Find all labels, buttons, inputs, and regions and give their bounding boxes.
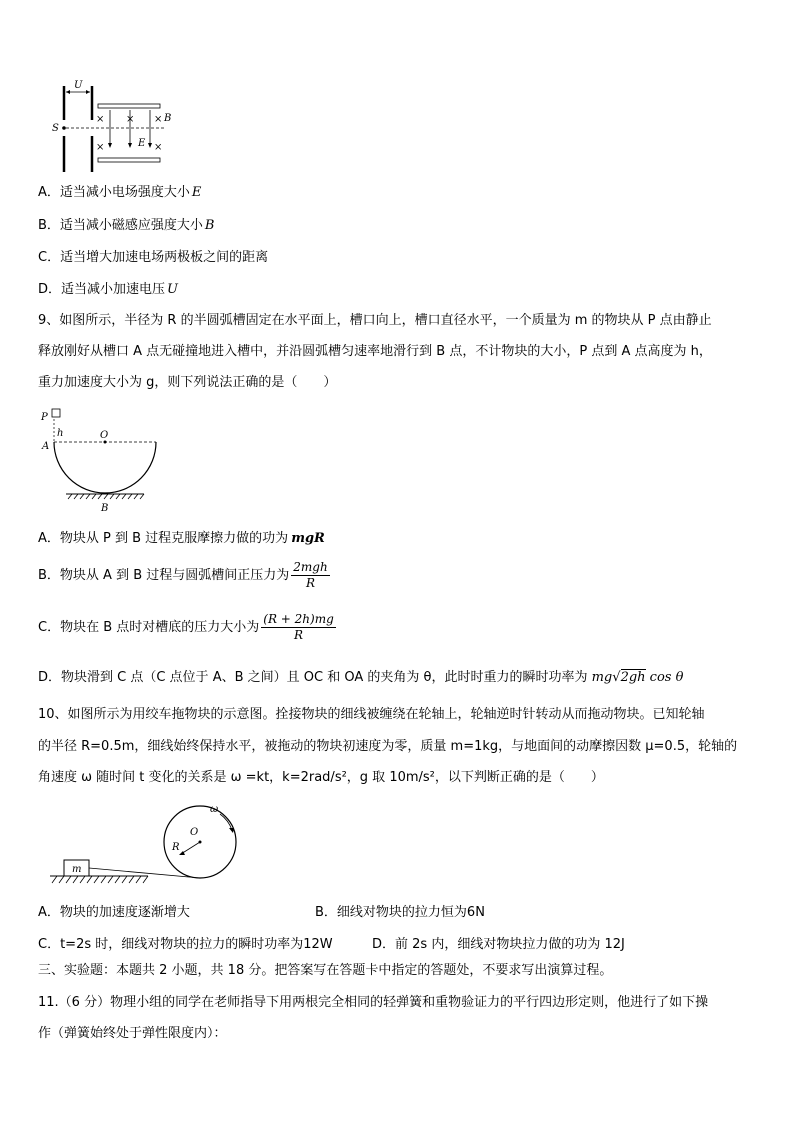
velocity-selector-figure — [50, 78, 180, 178]
semicircle-groove-figure — [38, 405, 168, 515]
q9-option-b: B．物块从 A 到 B 过程与圆弧槽间正压力为 $\frac{\text{2mgh}}{R}$ — [38, 560, 328, 590]
q10-stem-line2: 的半径 R=0.5m，细线始终保持水平，被拖动的物块初速度为零，质量 m=1kg，与地面间的动摩擦因数 μ=0.5，轮轴的 — [38, 739, 738, 754]
q10-option-b: B．细线对物块的拉力恒为6N — [315, 905, 485, 920]
label-B: B — [164, 113, 172, 124]
winch-figure — [38, 800, 258, 892]
q9-stem-line1: 9、如图所示，半径为 R 的半圆弧槽固定在水平面上，槽口向上，槽口直径水平，一个质量为 m 的物块从 P 点由静止 — [38, 313, 712, 328]
b-field-cross: × — [154, 142, 163, 153]
label-O: O — [100, 430, 109, 441]
q10-option-d: D．前 2s 内，细线对物块拉力做的功为 12J — [372, 937, 625, 952]
label-m: m — [72, 864, 82, 875]
label-R: R — [172, 842, 180, 853]
q9-option-a: A．物块从 P 到 B 过程克服摩擦力做的功为 mgR — [38, 531, 325, 546]
q8-option-d: D．适当减小加速电压 U — [38, 282, 178, 297]
q10-stem-line3: 角速度 ω 随时间 t 变化的关系是 ω =kt，k=2rad/s²，g 取 10m/s²，以下判断正确的是（ ） — [38, 770, 604, 785]
fraction: $\frac{\text{2mgh}}{R}$ — [293, 560, 328, 590]
q9-option-d: D．物块滑到 C 点（C 点位于 A、B 之间）且 OC 和 OA 的夹角为 θ，此时时重力的瞬时功率为 mg√2gh cos θ — [38, 670, 684, 685]
b-field-cross: × — [126, 114, 135, 125]
label-A: A — [42, 441, 50, 452]
label-U: U — [74, 80, 83, 91]
label-O: O — [190, 827, 199, 838]
label-B: B — [101, 503, 109, 514]
q8-option-b: B．适当减小磁感应强度大小 B — [38, 218, 215, 233]
label-h: h — [57, 428, 64, 439]
q9-stem-line2: 释放刚好从槽口 A 点无碰撞地进入槽中，并沿圆弧槽匀速率地滑行到 B 点，不计物块的大小，P 点到 A 点高度为 h， — [38, 344, 712, 359]
b-field-cross: × — [96, 142, 105, 153]
b-field-cross: × — [96, 114, 105, 125]
fraction: $\frac{(R + 2h)mg}{R}$ — [263, 612, 334, 642]
label-P: P — [41, 412, 48, 423]
q10-option-c: C．t=2s 时，细线对物块的拉力的瞬时功率为12W — [38, 937, 333, 952]
section-3-heading: 三、实验题：本题共 2 小题，共 18 分。把答案写在答题卡中指定的答题处，不要求写出演算过程。 — [38, 963, 613, 978]
label-omega: ω — [210, 804, 219, 815]
label-E: E — [138, 138, 146, 149]
label-S: S — [52, 123, 59, 134]
q10-stem-line1: 10、如图所示为用绞车拖物块的示意图。拴接物块的细线被缠绕在轮轴上，轮轴逆时针转动从而拖动物块。已知轮轴 — [38, 707, 705, 722]
b-field-cross: × — [154, 114, 163, 125]
q10-option-a: A．物块的加速度逐渐增大 — [38, 905, 190, 920]
q9-stem-line3: 重力加速度大小为 g，则下列说法正确的是（ ） — [38, 375, 337, 390]
q9-option-c: C．物块在 B 点时对槽底的压力大小为 $\frac{(R + 2h)mg}{R}$ — [38, 612, 334, 642]
q11-line1: 11.（6 分）物理小组的同学在老师指导下用两根完全相同的轻弹簧和重物验证力的平行四边形定则，他进行了如下操 — [38, 995, 709, 1010]
q8-option-c: C．适当增大加速电场两极板之间的距离 — [38, 250, 269, 265]
q11-line2: 作（弹簧始终处于弹性限度内）： — [38, 1026, 227, 1041]
q8-option-a: A．适当减小电场强度大小 E — [38, 185, 202, 200]
